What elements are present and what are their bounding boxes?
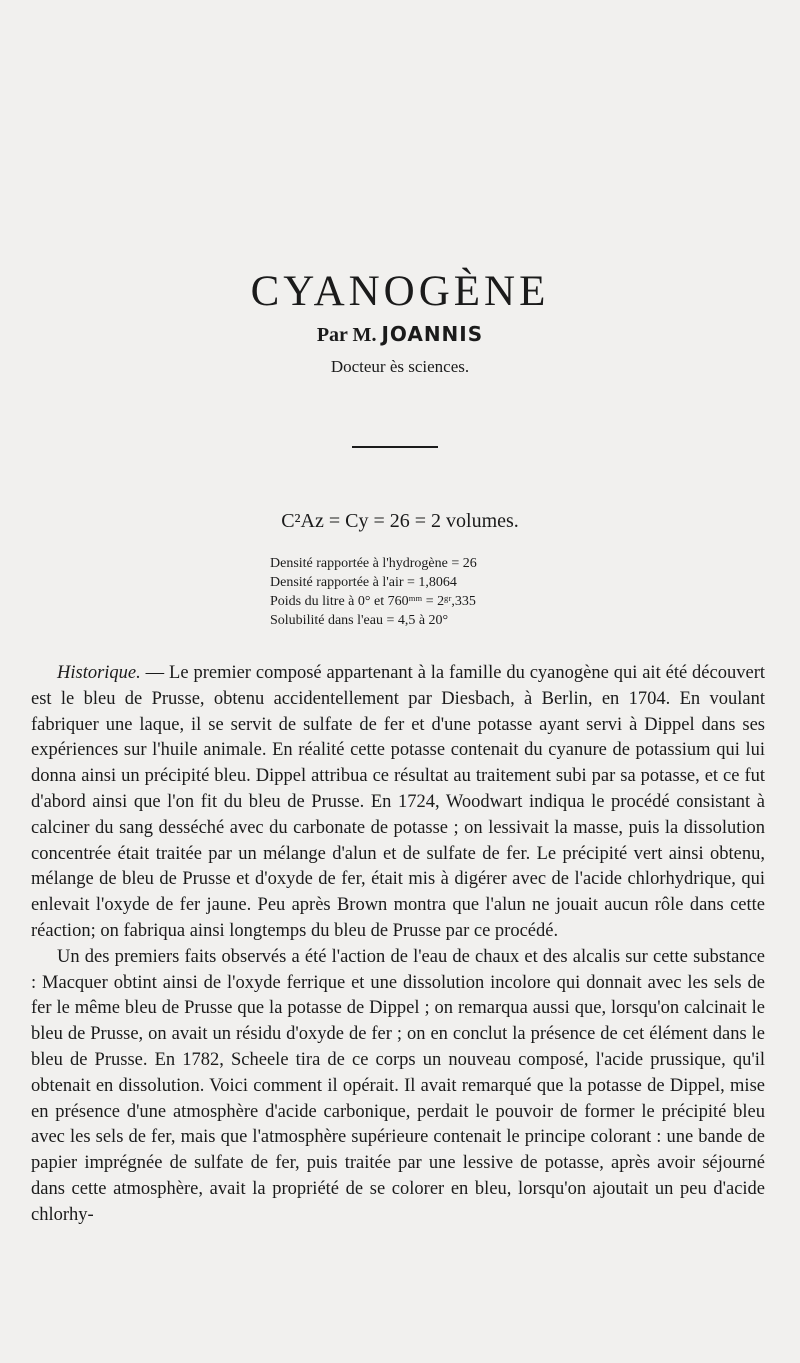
author-prefix: Par M. <box>316 324 377 346</box>
property-solubility: Solubilité dans l'eau = 4,5 à 20° <box>270 613 449 628</box>
property-density-air: Densité rapportée à l'air = 1,8064 <box>270 575 457 590</box>
paragraph-1-text: — Le premier composé appartenant à la famille du cyanogène qui ait été découvert est le bleu de Prusse, obtenu accidentellement par Diesbach, à Berlin, en 1704. En voulant fabriquer une laque, il se servit de sulfate de fer et d'une potasse ayant servi à Dippel dans ses expériences sur l'huile animale. En réalité cette potasse contenait du cyanure de potassium qui lui donna ainsi un précipité bleu. Dippel attribua ce résultat au traitement subi par sa potasse, et ce fut d'abord ainsi que l'on fit du bleu de Prusse. En 1724, Woodwart indiqua le procédé consistant à calciner du sang desséché avec du carbonate de potasse ; on lessivait la masse, puis la dissolution concentrée était traitée par un mélange d'alun et de sulfate de fer. Le précipité vert ainsi obtenu, mélange de bleu de Prusse et d'oxyde de fer, était mis à digérer avec de l'acide chlorhydrique, qui enlevait l'oxyde de fer jaune. Peu après Brown montra que l'alun ne jouait aucun rôle dans cette réaction; on fabriqua ainsi longtemps du bleu de Prusse par ce procédé. <box>31 663 765 941</box>
page-title: CYANOGÈNE <box>250 267 550 315</box>
section-heading: Historique. <box>57 663 141 683</box>
separator-rule <box>352 446 438 448</box>
paragraph-2: Un des premiers faits observés a été l'action de l'eau de chaux et des alcalis sur cette substance : Macquer obtint ainsi de l'oxyde ferrique et une dissolution incolore qui donnait avec les sels de fer le même bleu de Prusse que la potasse de Dippel ; on remarqua aussi que, lorsqu'on calcinait le bleu de Prusse, on avait un résidu d'oxyde de fer ; on en conclut la présence de cet élément dans le bleu de Prusse. En 1782, Scheele tira de ce corps un nouveau composé, l'acide prussique, qu'il obtenait en dissolution. Voici comment il opérait. Il avait remarqué que la potasse de Dippel, mise en présence d'une atmosphère d'acide carbonique, perdait le pouvoir de former le précipité bleu avec les sels de fer, mais que l'atmosphère supérieure contenait le principe colorant : une bande de papier imprégnée de sulfate de fer, puis traitée par une lessive de potasse, après avoir séjourné dans cette atmosphère, avait la propriété de se colorer en bleu, lorsqu'on ajoutait un peu d'acide chlorhy- <box>31 946 765 1225</box>
author-line <box>0 322 800 347</box>
property-weight-litre: Poids du litre à 0° et 760ᵐᵐ = 2ᵍʳ,335 <box>270 594 476 609</box>
author-name: JOANNIS <box>381 322 484 346</box>
body-text <box>31 661 765 1229</box>
property-density-hydrogen: Densité rapportée à l'hydrogène = 26 <box>270 556 477 571</box>
author-credentials: Docteur ès sciences. <box>330 357 470 376</box>
paragraph-historique <box>31 661 765 945</box>
properties-list <box>270 554 570 630</box>
chemical-formula: C²Az = Cy = 26 = 2 volumes. <box>281 510 519 532</box>
